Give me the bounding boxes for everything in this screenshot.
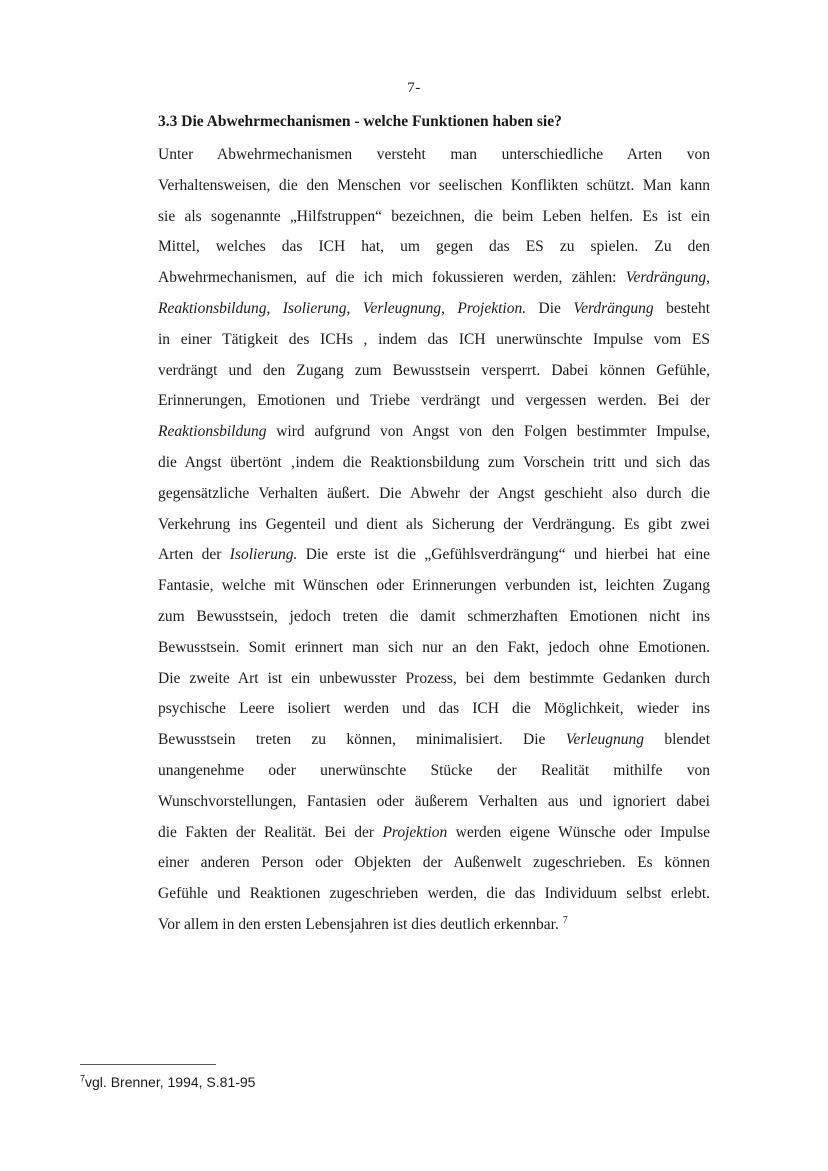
footnote-divider <box>80 1064 216 1065</box>
term-list: Reaktionsbildung, Isolierung, Verleugnung, Projektion. <box>158 299 527 317</box>
text-line <box>158 263 710 294</box>
text-run: Die erste ist die „Gefühlsverdrängung“ und hierbei hat eine <box>297 546 710 564</box>
text-line: Wunschvorstellungen, Fantasien oder äußerem Verhalten aus und ignoriert dabei <box>158 792 710 810</box>
text-line: einer anderen Person oder Objekten der Außenwelt zugeschrieben. Es können <box>158 854 710 872</box>
text-run: Bewusstsein treten zu können, minimalisiert. Die <box>158 731 566 749</box>
text-line <box>158 417 710 448</box>
term-verdraengung: Verdrängung <box>573 299 654 317</box>
text-line: psychische Leere isoliert werden und das ICH die Möglichkeit, wieder ins <box>158 700 710 718</box>
text-line <box>158 910 710 941</box>
text-run: Die <box>526 299 574 317</box>
text-line: verdrängt und den Zugang zum Bewusstsein versperrt. Dabei können Gefühle, <box>158 361 710 379</box>
text-line: Gefühle und Reaktionen zugeschrieben werden, die das Individuum selbst erlebt. <box>158 885 710 903</box>
footnote-text: vgl. Brenner, 1994, S.81-95 <box>85 1074 256 1090</box>
text-run: Abwehrmechanismen, auf die ich mich fokussieren werden, zählen: <box>158 269 626 287</box>
text-line: Bewusstsein. Somit erinnert man sich nur an den Fakt, jedoch ohne Emotionen. <box>158 638 710 656</box>
text-line: Verkehrung ins Gegenteil und dient als Sicherung der Verdrängung. Es gibt zwei <box>158 515 710 533</box>
term-verdraengung: Verdrängung, <box>625 269 710 287</box>
section-heading: 3.3 Die Abwehrmechanismen - welche Funktionen haben sie? <box>158 113 562 130</box>
text-line: unangenehme oder unerwünschte Stücke der Realität mithilfe von <box>158 761 710 779</box>
term-projektion: Projektion <box>382 823 448 841</box>
text-run: blendet <box>644 731 710 749</box>
footnote-reference[interactable]: 7 <box>562 914 568 926</box>
text-run: Arten der <box>158 546 230 564</box>
text-run: besteht <box>653 299 710 317</box>
text-run: wird aufgrund von Angst von den Folgen bestimmter Impulse, <box>266 423 710 441</box>
text-line: sie als sogenannte „Hilfstruppen“ bezeichnen, die beim Leben helfen. Es ist ein <box>158 207 710 225</box>
text-line <box>158 540 710 571</box>
footnote-mark: 7 <box>80 1073 86 1084</box>
text-line: zum Bewusstsein, jedoch treten die damit schmerzhaften Emotionen nicht ins <box>158 607 710 625</box>
text-run: Vor allem in den ersten Lebensjahren ist dies deutlich erkennbar. <box>158 915 559 933</box>
text-line: in einer Tätigkeit des ICHs , indem das ICH unerwünschte Impulse vom ES <box>158 330 710 348</box>
text-line: Verhaltensweisen, die den Menschen vor seelischen Konflikten schützt. Man kann <box>158 176 710 194</box>
text-run: werden eigene Wünsche oder Impulse <box>447 823 710 841</box>
text-line <box>158 818 710 849</box>
text-line: Unter Abwehrmechanismen versteht man unterschiedliche Arten von <box>158 146 710 163</box>
footnote <box>80 1074 255 1090</box>
term-isolierung: Isolierung. <box>229 546 298 564</box>
page-number: 7- <box>407 80 421 96</box>
text-line: Fantasie, welche mit Wünschen oder Erinnerungen verbunden ist, leichten Zugang <box>158 577 710 595</box>
text-line <box>158 294 710 325</box>
text-line: Erinnerungen, Emotionen und Triebe verdrängt und vergessen werden. Bei der <box>158 392 710 410</box>
text-line <box>158 725 710 756</box>
body-paragraph <box>158 140 710 941</box>
term-verleugnung: Verleugnung <box>565 731 645 749</box>
term-reaktionsbildung: Reaktionsbildung <box>158 423 267 441</box>
text-line: Die zweite Art ist ein unbewusster Prozess, bei dem bestimmte Gedanken durch <box>158 669 710 687</box>
text-line: Mittel, welches das ICH hat, um gegen das ES zu spielen. Zu den <box>158 238 710 256</box>
text-line: die Angst übertönt ‚indem die Reaktionsbildung zum Vorschein tritt und sich das <box>158 453 710 471</box>
text-line: gegensätzliche Verhalten äußert. Die Abwehr der Angst geschieht also durch die <box>158 484 710 502</box>
text-run: die Fakten der Realität. Bei der <box>158 823 383 841</box>
